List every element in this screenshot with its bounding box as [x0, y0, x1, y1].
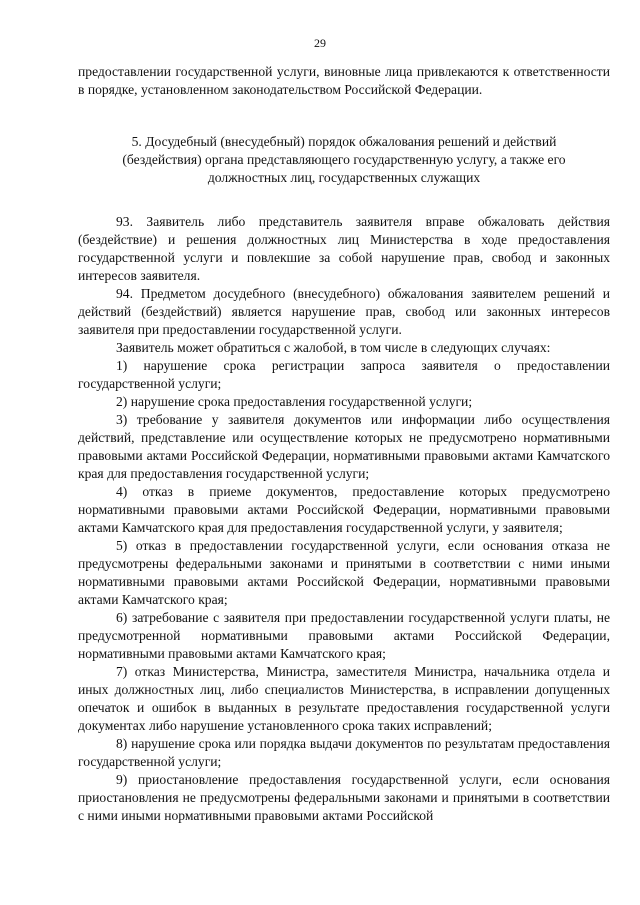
list-item-6: 6) затребование с заявителя при предоставлении государственной услуги платы, не предусмотренной нормативными правовыми актами Российской Федерации, нормативными правовыми актами Камчатского края; [78, 610, 610, 661]
paragraph-93: 93. Заявитель либо представитель заявителя вправе обжаловать действия (бездействие) и решения должностных лиц Министерства в ходе предоставления государственной услуги и повлекшие за собой нарушение прав, свобод и законных интересов заявителя. [78, 214, 610, 283]
paragraph-continued: предоставлении государственной услуги, виновные лица привлекаются к ответственности в порядке, установленном законодательством Российской Федерации. [78, 64, 610, 97]
list-item-2: 2) нарушение срока предоставления государственной услуги; [116, 394, 473, 409]
list-item-4: 4) отказ в приеме документов, предоставление которых предусмотрено нормативными правовыми актами Российской Федерации, нормативными правовыми актами Камчатского края для предоставления государственной услуги, у заявителя; [78, 484, 610, 535]
list-item-7: 7) отказ Министерства, Министра, заместителя Министра, начальника отдела и иных должностных лиц, либо специалистов Министерства, в исправлении допущенных опечаток и ошибок в выданных в результате предоставления государственной услуги документах либо нарушение установленного срока таких исправлений; [78, 664, 610, 733]
section-heading: 5. Досудебный (внесудебный) порядок обжалования решений и действий (бездействия) органа представляющего государственную услугу, а также его должностных лиц, государственных служащих [122, 134, 566, 185]
document-body [78, 63, 610, 825]
list-item-8: 8) нарушение срока или порядка выдачи документов по результатам предоставления государственной услуги; [78, 736, 610, 769]
list-item-3: 3) требование у заявителя документов или информации либо осуществления действий, представление или осуществление которых не предусмотрено нормативными правовыми актами Российской Федерации, нормативными правовыми актами Камчатского края для предоставления государственной услуги; [78, 412, 610, 481]
paragraph-complaint-intro: Заявитель может обратиться с жалобой, в том числе в следующих случаях: [116, 340, 551, 355]
list-item-9: 9) приостановление предоставления государственной услуги, если основания приостановления не предусмотрены федеральными законами и принятыми в соответствии с ними иными нормативными правовыми актами Российской [78, 772, 610, 823]
paragraph-94: 94. Предметом досудебного (внесудебного) обжалования заявителем решений и действий (бездействий) является нарушение прав, свобод или законных интересов заявителя при предоставлении государственной услуги. [78, 286, 610, 337]
list-item-5: 5) отказ в предоставлении государственной услуги, если основания отказа не предусмотрены федеральными законами и принятыми в соответствии с ними иными нормативными правовыми актами Российской Федерации, нормативными правовыми актами Камчатского края; [78, 538, 610, 607]
page-number: 29 [314, 36, 326, 50]
list-item-1: 1) нарушение срока регистрации запроса заявителя о предоставлении государственной услуги; [78, 358, 610, 391]
